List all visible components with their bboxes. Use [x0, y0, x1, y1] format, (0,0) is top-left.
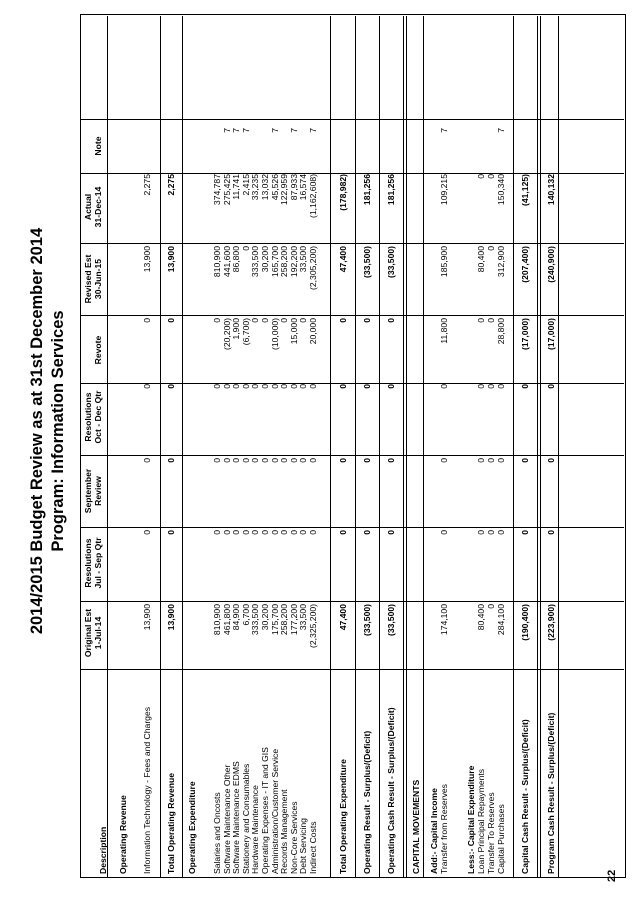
expenditure-row-rev: 86,800	[231, 246, 242, 273]
transfer-from-reserves-row-res2: 0	[439, 384, 449, 389]
expenditure-row-sept: 0	[212, 458, 222, 463]
expenditure-row-res1: 0	[250, 530, 261, 535]
header-resolutions-q2-period: Oct - Dec Qtr	[93, 390, 103, 444]
expenditure-row-orig: 258,200	[279, 604, 290, 636]
column-divider	[80, 455, 624, 456]
transfer-from-reserves-row-orig: 174,100	[439, 604, 449, 636]
header-description: Description	[98, 826, 108, 874]
expenditure-row-res2: 0	[212, 384, 222, 389]
transfer-to-reserves-row-label: Transfer To Reserves	[486, 792, 496, 874]
expenditure-row-act: 122,959	[279, 174, 290, 206]
it-fees-row-label: Information Technology - Fees and Charges	[142, 706, 152, 874]
it-fees-row-res2: 0	[142, 384, 152, 389]
expenditure-row-sept: 0	[308, 458, 318, 463]
expenditure-row-orig: 177,200	[288, 604, 299, 636]
operating-cash-row-revote: 0	[386, 318, 396, 323]
transfer-from-reserves-row-act: 109,215	[439, 174, 449, 206]
operating-result-row-label: Operating Result - Surplus/(Deficit)	[362, 730, 372, 874]
expenditure-row-orig: 30,200	[260, 604, 270, 631]
expenditure-row-act: 87,933	[288, 174, 299, 201]
expenditure-row-revote: 0	[250, 318, 261, 323]
operating-cash-row-orig: (33,500)	[386, 604, 396, 637]
column-divider	[80, 315, 624, 316]
it-fees-row-res1: 0	[142, 530, 152, 535]
capital-purchases-row-act: 150,340	[496, 174, 506, 206]
expenditure-row-revote: (6,700)	[240, 318, 251, 346]
row-divider	[406, 16, 407, 878]
capital-purchases-row-label: Capital Purchases	[496, 804, 506, 874]
row-divider	[182, 16, 183, 878]
operating-result-row-revote: 0	[362, 318, 372, 323]
expenditure-row-res2: 0	[298, 384, 309, 389]
column-divider	[80, 527, 624, 528]
transfer-to-reserves-row-act: 0	[486, 174, 496, 179]
total-revenue-row-label: Total Operating Revenue	[166, 772, 176, 874]
expenditure-row-res1: 0	[308, 530, 318, 535]
expenditure-row-res2: 0	[231, 384, 242, 389]
total-expenditure-row-rev: 47,400	[338, 246, 348, 273]
total-revenue-row-res2: 0	[166, 384, 176, 389]
transfer-to-reserves-row-revote: 0	[486, 318, 496, 323]
program-cash-result-row-res1: 0	[546, 530, 556, 535]
expenditure-row-act: 275,425	[221, 174, 232, 206]
expenditure-row-label: Records Management	[279, 789, 290, 874]
total-revenue-row-sept: 0	[166, 458, 176, 463]
capital-purchases-row-revote: 28,800	[496, 318, 506, 345]
it-fees-row-act: 2,275	[142, 174, 152, 196]
capital-cash-result-row-res2: 0	[520, 384, 530, 389]
expenditure-row-res1: 0	[288, 530, 299, 535]
expenditure-row-res2: 0	[269, 384, 280, 389]
row-divider	[558, 16, 559, 878]
total-expenditure-row-res2: 0	[338, 384, 348, 389]
expenditure-row-act: 16,574	[298, 174, 309, 201]
expenditure-row-note: 7	[221, 128, 232, 133]
expenditure-row-rev: 333,500	[250, 246, 261, 278]
operating-result-row-act: 181,256	[362, 174, 372, 206]
capital-purchases-row-note: 7	[496, 128, 506, 133]
loan-repayments-row-orig: 80,400	[476, 604, 486, 631]
expenditure-row-note: 7	[288, 128, 299, 133]
capital-cash-result-row-revote: (17,000)	[520, 318, 530, 351]
row-divider	[379, 16, 380, 878]
loan-repayments-row-label: Loan Principal Repayments	[476, 768, 486, 874]
header-resolutions-q1: Resolutions	[83, 538, 93, 588]
expenditure-row-sept: 0	[260, 458, 270, 463]
capital-cash-result-row-rev: (207,400)	[520, 246, 530, 283]
expenditure-row-revote: (20,200)	[221, 318, 232, 351]
expenditure-row-res1: 0	[221, 530, 232, 535]
section-heading: CAPITAL MOVEMENTS	[411, 779, 421, 874]
page-subtitle: Program: Information Services	[49, 310, 67, 552]
loan-repayments-row-revote: 0	[476, 318, 486, 323]
expenditure-row-orig: 84,900	[231, 604, 242, 631]
operating-cash-row-rev: (33,500)	[386, 246, 396, 279]
transfer-to-reserves-row-sept: 0	[486, 458, 496, 463]
expenditure-row-label: Non-Core Services	[288, 801, 299, 874]
row-divider	[513, 16, 514, 878]
operating-cash-row-res2: 0	[386, 384, 396, 389]
total-revenue-row-rev: 13,900	[166, 246, 176, 273]
column-divider	[80, 243, 624, 244]
row-divider	[330, 16, 331, 878]
column-divider	[80, 383, 624, 384]
total-expenditure-row-label: Total Operating Expenditure	[338, 759, 348, 874]
capital-purchases-row-orig: 284,100	[496, 604, 506, 636]
expenditure-row-res1: 0	[269, 530, 280, 535]
capital-cash-result-row-res1: 0	[520, 530, 530, 535]
expenditure-row-res1: 0	[240, 530, 251, 535]
capital-purchases-row-res2: 0	[496, 384, 506, 389]
capital-cash-result-row-sept: 0	[520, 458, 530, 463]
capital-cash-result-row-label: Capital Cash Result - Surplus/(Deficit)	[520, 719, 530, 874]
capital-cash-result-row-orig: (190,400)	[520, 604, 530, 641]
page-title: 2014/2015 Budget Review as at 31st December 2014	[28, 227, 46, 635]
expenditure-row-orig: 175,700	[269, 604, 280, 636]
expenditure-row-res2: 0	[279, 384, 290, 389]
expenditure-row-res1: 0	[212, 530, 222, 535]
expenditure-row-act: 33,235	[250, 174, 261, 201]
expenditure-row-res2: 0	[221, 384, 232, 389]
expenditure-row-rev: (2,305,200)	[308, 246, 318, 290]
expenditure-row-note: 7	[308, 128, 318, 133]
expenditure-row-label: Indirect Costs	[308, 821, 318, 874]
expenditure-row-res1: 0	[231, 530, 242, 535]
expenditure-row-sept: 0	[279, 458, 290, 463]
operating-result-row-rev: (33,500)	[362, 246, 372, 279]
total-revenue-row-act: 2,275	[166, 174, 176, 196]
total-expenditure-row-orig: 47,400	[338, 604, 348, 631]
column-divider	[80, 601, 624, 602]
program-cash-result-row-orig: (223,900)	[546, 604, 556, 641]
expenditure-row-sept: 0	[240, 458, 251, 463]
header-revote: Revote	[93, 335, 103, 365]
expenditure-row-label: Debt Servicing	[298, 818, 309, 874]
expenditure-row-rev: 33,500	[298, 246, 309, 273]
header-note: Note	[93, 136, 103, 156]
section-heading: Less:- Capital Expenditure	[466, 765, 476, 874]
expenditure-row-sept: 0	[269, 458, 280, 463]
expenditure-row-label: Administration/Customer Service	[269, 748, 280, 874]
expenditure-row-orig: 810,900	[212, 604, 222, 636]
row-divider	[540, 16, 541, 878]
transfer-from-reserves-row-rev: 185,900	[439, 246, 449, 278]
expenditure-row-act: 45,526	[269, 174, 280, 201]
total-expenditure-row-res1: 0	[338, 530, 348, 535]
page-number: 22	[606, 869, 618, 882]
it-fees-row-revote: 0	[142, 318, 152, 323]
expenditure-row-orig: 461,800	[221, 604, 232, 636]
expenditure-row-revote: 1,900	[231, 318, 242, 340]
column-divider	[80, 173, 624, 174]
expenditure-row-rev: 258,200	[279, 246, 290, 278]
expenditure-row-res1: 0	[279, 530, 290, 535]
loan-repayments-row-sept: 0	[476, 458, 486, 463]
expenditure-row-act: (1,162,608)	[308, 174, 318, 218]
expenditure-row-sept: 0	[231, 458, 242, 463]
expenditure-row-label: Stationery and Consumables	[240, 763, 251, 874]
header-original-est-date: 1-Jul-14	[93, 616, 103, 650]
expenditure-row-rev: 441,600	[221, 246, 232, 278]
program-cash-result-row-label: Program Cash Result - Surplus/(Deficit)	[546, 712, 556, 874]
expenditure-row-sept: 0	[221, 458, 232, 463]
expenditure-row-sept: 0	[288, 458, 299, 463]
section-heading: Operating Revenue	[118, 795, 128, 874]
header-resolutions-q2: Resolutions	[83, 392, 93, 442]
expenditure-row-orig: (2,325,200)	[308, 604, 318, 648]
expenditure-row-revote: 0	[279, 318, 290, 323]
operating-result-row-res1: 0	[362, 530, 372, 535]
header-original-est: Original Est	[83, 608, 93, 658]
expenditure-row-revote: 15,000	[288, 318, 299, 345]
total-expenditure-row-revote: 0	[338, 318, 348, 323]
expenditure-row-label: Operating Expenses - IT and GIS	[260, 747, 270, 874]
row-divider	[423, 16, 424, 878]
total-expenditure-row-sept: 0	[338, 458, 348, 463]
row-divider	[403, 16, 404, 878]
expenditure-row-revote: (10,000)	[269, 318, 280, 351]
it-fees-row-orig: 13,900	[142, 604, 152, 631]
expenditure-row-revote: 20,000	[308, 318, 318, 345]
row-divider	[160, 16, 161, 878]
capital-cash-result-row-act: (41,125)	[520, 174, 530, 207]
operating-cash-row-label: Operating Cash Result - Surplus/(Deficit)	[386, 707, 396, 874]
total-expenditure-row-act: (178,982)	[338, 174, 348, 211]
expenditure-row-note: 7	[240, 128, 251, 133]
operating-cash-row-sept: 0	[386, 458, 396, 463]
expenditure-row-note: 7	[269, 128, 280, 133]
column-divider	[80, 669, 624, 670]
transfer-to-reserves-row-rev: 0	[486, 246, 496, 251]
expenditure-row-label: Salaries and Oncosts	[212, 792, 222, 874]
header-revised-est: Revised Est	[83, 254, 93, 304]
header-actual-date: 31-Dec-14	[93, 186, 103, 228]
expenditure-row-rev: 810,900	[212, 246, 222, 278]
header-actual: Actual	[83, 193, 93, 221]
expenditure-row-act: 2,415	[240, 174, 251, 196]
expenditure-row-rev: 30,200	[260, 246, 270, 273]
loan-repayments-row-res1: 0	[476, 530, 486, 535]
expenditure-row-label: Software Maintenance Other	[221, 764, 232, 874]
expenditure-row-revote: 0	[260, 318, 270, 323]
capital-purchases-row-res1: 0	[496, 530, 506, 535]
total-revenue-row-revote: 0	[166, 318, 176, 323]
expenditure-row-act: 11,741	[231, 174, 242, 200]
expenditure-row-label: Hardware Maintenance	[250, 785, 261, 874]
expenditure-row-res1: 0	[298, 530, 309, 535]
section-heading: Add:- Capital Income	[429, 788, 439, 874]
operating-result-row-res2: 0	[362, 384, 372, 389]
capital-purchases-row-rev: 312,900	[496, 246, 506, 278]
expenditure-row-sept: 0	[298, 458, 309, 463]
operating-result-row-sept: 0	[362, 458, 372, 463]
expenditure-row-res2: 0	[288, 384, 299, 389]
loan-repayments-row-act: 0	[476, 174, 486, 179]
expenditure-row-res2: 0	[240, 384, 251, 389]
program-cash-result-row-revote: (17,000)	[546, 318, 556, 351]
row-divider	[537, 16, 538, 878]
it-fees-row-rev: 13,900	[142, 246, 152, 273]
total-revenue-row-orig: 13,900	[166, 604, 176, 631]
transfer-to-reserves-row-res2: 0	[486, 384, 496, 389]
expenditure-row-res1: 0	[260, 530, 270, 535]
expenditure-row-orig: 33,500	[298, 604, 309, 631]
capital-purchases-row-sept: 0	[496, 458, 506, 463]
expenditure-row-sept: 0	[250, 458, 261, 463]
expenditure-row-rev: 165,700	[269, 246, 280, 278]
header-september: September	[83, 468, 93, 514]
budget-table	[80, 14, 626, 878]
header-resolutions-q1-period: Jul - Sep Qtr	[93, 537, 103, 589]
expenditure-row-revote: 0	[212, 318, 222, 323]
expenditure-row-res2: 0	[250, 384, 261, 389]
expenditure-row-orig: 333,500	[250, 604, 261, 636]
loan-repayments-row-rev: 80,400	[476, 246, 486, 273]
transfer-from-reserves-row-revote: 11,800	[439, 318, 449, 344]
transfer-from-reserves-row-sept: 0	[439, 458, 449, 463]
operating-cash-row-act: 181,256	[386, 174, 396, 206]
header-september-review: Review	[93, 476, 103, 506]
expenditure-row-res2: 0	[308, 384, 318, 389]
row-divider	[355, 16, 356, 878]
expenditure-row-note: 7	[231, 128, 242, 133]
expenditure-row-orig: 6,700	[240, 604, 251, 626]
program-cash-result-row-sept: 0	[546, 458, 556, 463]
program-cash-result-row-rev: (240,900)	[546, 246, 556, 283]
expenditure-row-res2: 0	[260, 384, 270, 389]
operating-cash-row-res1: 0	[386, 530, 396, 535]
header-divider	[107, 16, 108, 878]
expenditure-row-rev: 192,200	[288, 246, 299, 278]
column-divider	[80, 119, 624, 120]
expenditure-row-act: 374,787	[212, 174, 222, 206]
section-heading: Operating Expenditure	[187, 781, 197, 874]
expenditure-row-act: 13,032	[260, 174, 270, 201]
transfer-from-reserves-row-res1: 0	[439, 530, 449, 535]
transfer-from-reserves-row-note: 7	[439, 128, 449, 133]
program-cash-result-row-res2: 0	[546, 384, 556, 389]
expenditure-row-label: Software Maintenance EDMS	[231, 761, 242, 874]
loan-repayments-row-res2: 0	[476, 384, 486, 389]
it-fees-row-sept: 0	[142, 458, 152, 463]
transfer-from-reserves-row-label: Transfer from Reserves	[439, 784, 449, 874]
transfer-to-reserves-row-orig: 0	[486, 604, 496, 609]
transfer-to-reserves-row-res1: 0	[486, 530, 496, 535]
expenditure-row-rev: 0	[240, 246, 251, 251]
program-cash-result-row-act: 140,132	[546, 174, 556, 206]
expenditure-row-revote: 0	[298, 318, 309, 323]
header-revised-est-date: 30-Jun-15	[93, 258, 103, 300]
total-revenue-row-res1: 0	[166, 530, 176, 535]
operating-result-row-orig: (33,500)	[362, 604, 372, 637]
